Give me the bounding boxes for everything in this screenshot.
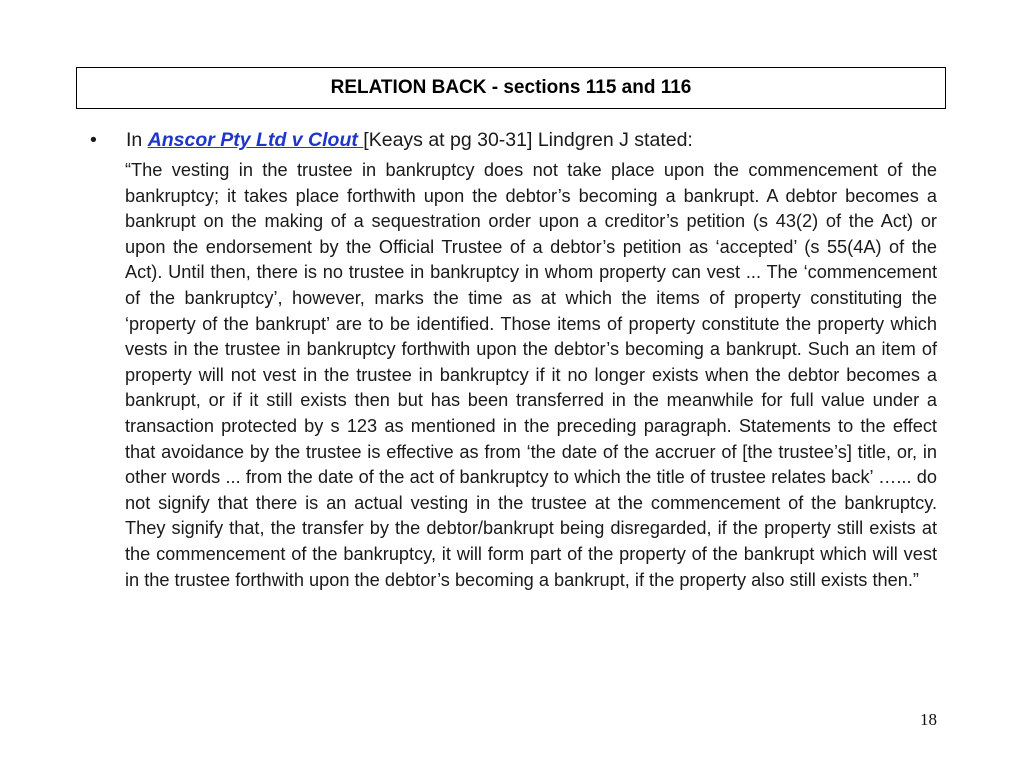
bullet-prefix: In — [126, 129, 148, 151]
page-number: 18 — [920, 710, 937, 729]
bullet-marker: • — [90, 129, 97, 151]
slide-title-box — [76, 67, 946, 109]
judgment-quote: “The vesting in the trustee in bankruptcy does not take place upon the commencement of the bankruptcy; it takes place forthwith upon the debtor’s becoming a bankrupt. A debtor becomes a bankrupt on the making of a sequestration order upon a creditor’s petition (s 43(2) of the Act) or upon the endorsement by the Official Trustee of a debtor’s petition as ‘accepted’ (s 55(4A) of the Act). Until then, there is no trustee in bankruptcy in whom property can vest ... The ‘commencement of the bankruptcy’, however, marks the time as at which the items of property constituting the ‘property of the bankrupt’ are to be identified. Those items of property constitute the property which vests in the trustee in bankruptcy forthwith upon the debtor’s becoming a bankrupt. Such an item of property will not vest in the trustee in bankruptcy if it no longer exists when the debtor becomes a bankrupt, or if it still exists then but has been transferred in the meanwhile for full value under a transaction protected by s 123 as mentioned in the preceding paragraph. Statements to the effect that avoidance by the trustee is effective as from ‘the date of the accruer of [the trustee’s] title, or, in other words ... from the date of the act of bankruptcy to which the title of trustee relates back’ …... do not signify that there is an actual vesting in the trustee at the commencement of the bankruptcy. They signify that, the transfer by the debtor/bankrupt being disregarded, if the property still exists at the commencement of the bankruptcy, it will form part of the property of the bankrupt which will vest in the trustee forthwith upon the debtor’s becoming a bankrupt, if the property also still exists then.” — [125, 160, 937, 590]
case-name-link[interactable]: Anscor Pty Ltd v Clout — [147, 129, 364, 151]
bullet-suffix: [Keays at pg 30-31] Lindgren J stated: — [363, 129, 693, 151]
bullet-item — [90, 127, 950, 153]
slide-title: RELATION BACK - sections 115 and 116 — [330, 77, 692, 98]
